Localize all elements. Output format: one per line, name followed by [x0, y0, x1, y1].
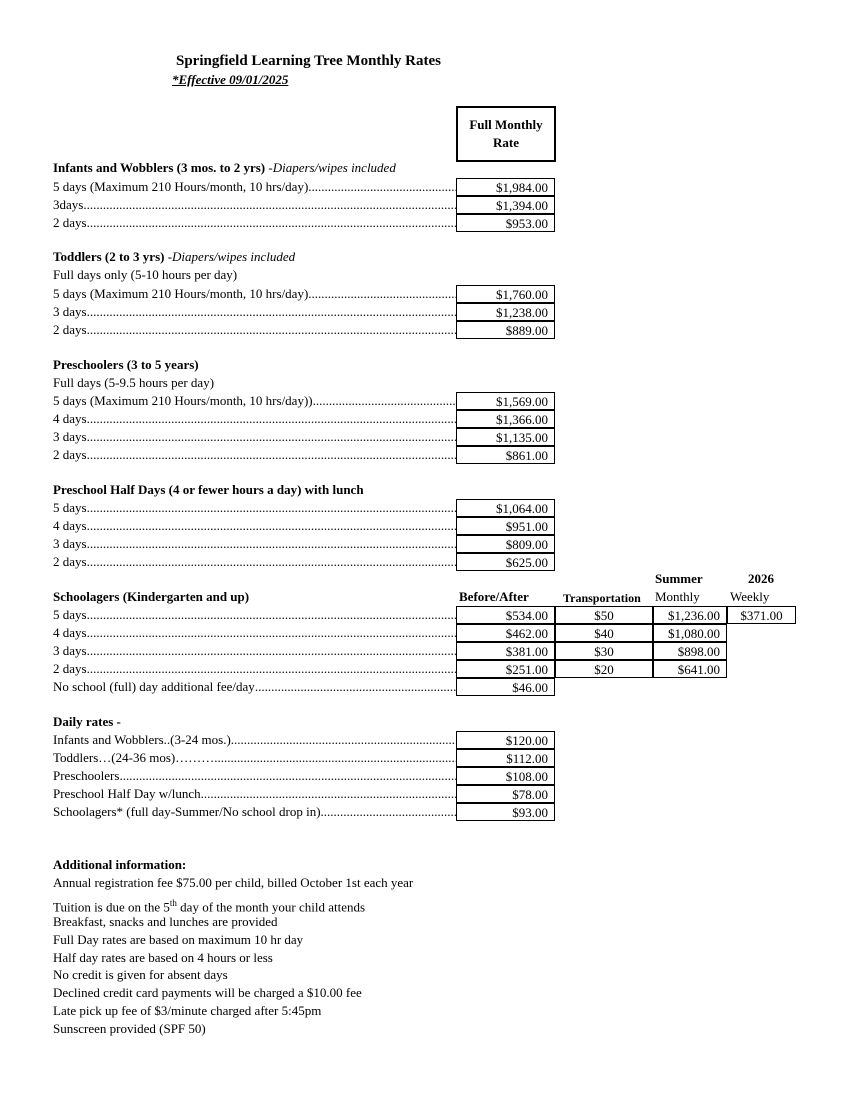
summer-monthly-cell: $898.00	[653, 642, 727, 660]
rate-row	[53, 803, 555, 821]
rate-row	[53, 499, 555, 517]
row-label: Infants and Wobblers..(3-24 mos.)	[53, 732, 231, 747]
row-label-wrap	[53, 786, 456, 802]
info-line: Breakfast, snacks and lunches are provided	[53, 914, 278, 929]
page-title: Springfield Learning Tree Monthly Rates	[176, 53, 442, 69]
rate-row	[53, 767, 555, 785]
row-label-wrap	[53, 607, 456, 623]
dot-leader	[201, 786, 456, 802]
dot-leader	[214, 750, 456, 766]
dot-leader	[83, 197, 456, 213]
transportation-cell: $20	[555, 660, 653, 678]
dot-leader	[87, 500, 456, 516]
dot-leader	[308, 179, 456, 195]
section-note: -Diapers/wipes included	[167, 249, 296, 264]
row-label-wrap	[53, 804, 456, 820]
rate-cell: $93.00	[456, 803, 555, 821]
preschoolers-subnote: Full days (5-9.5 hours per day)	[53, 375, 215, 390]
transportation-header: Transportation	[563, 591, 641, 605]
row-label-wrap	[53, 554, 456, 570]
transportation-cell: $40	[555, 624, 653, 642]
dot-leader	[313, 393, 456, 409]
row-label: 2 days	[53, 215, 87, 230]
row-label: 3days	[53, 197, 84, 212]
dot-leader	[87, 304, 456, 320]
section-title: Infants and Wobblers (3 mos. to 2 yrs)	[53, 160, 266, 175]
dot-leader	[87, 411, 456, 427]
rate-cell: $1,366.00	[456, 410, 555, 428]
rate-cell: $120.00	[456, 731, 555, 749]
rate-cell: $1,135.00	[456, 428, 555, 446]
rate-cell: $1,238.00	[456, 303, 555, 321]
rate-row	[53, 785, 555, 803]
rate-cell: $251.00	[456, 660, 555, 678]
rate-row	[53, 642, 727, 660]
row-label: Schoolagers* (full day-Summer/No school drop in)	[53, 804, 321, 819]
rate-cell: $1,760.00	[456, 285, 555, 303]
rate-row	[53, 553, 555, 571]
row-label: 2 days	[53, 447, 87, 462]
rate-row	[53, 606, 796, 624]
section-title: Preschoolers (3 to 5 years)	[53, 357, 199, 372]
row-label-wrap	[53, 500, 456, 516]
weekly-cell: $371.00	[727, 606, 796, 624]
infants-heading	[53, 159, 396, 177]
summer-header: Summer	[655, 571, 703, 586]
info-line: Declined credit card payments will be charged a $10.00 fee	[53, 985, 362, 1000]
transportation-cell: $50	[555, 606, 653, 624]
rate-row	[53, 660, 727, 678]
rate-row	[53, 196, 555, 214]
schoolagers-heading	[53, 588, 249, 606]
rate-cell: $953.00	[456, 214, 555, 232]
dot-leader	[87, 536, 456, 552]
rate-cell: $112.00	[456, 749, 555, 767]
row-label: 3 days	[53, 536, 87, 551]
rate-cell: $1,569.00	[456, 392, 555, 410]
before-after-header: Before/After	[459, 589, 529, 604]
row-label: 5 days	[53, 500, 87, 515]
dot-leader	[87, 322, 456, 338]
dot-leader	[231, 732, 456, 748]
row-label-wrap	[53, 411, 456, 427]
row-label-wrap	[53, 750, 456, 766]
row-label-wrap	[53, 322, 456, 338]
row-label-wrap	[53, 197, 456, 213]
row-label: 5 days (Maximum 210 Hours/month, 10 hrs/day))	[53, 393, 313, 408]
row-label-wrap	[53, 643, 456, 659]
rate-row	[53, 731, 555, 749]
rate-row	[53, 535, 555, 553]
dot-leader	[87, 518, 456, 534]
info-line: Tuition is due on the 5th day of the month your child attends	[53, 898, 366, 915]
section-note: -Diapers/wipes included	[265, 160, 396, 175]
header-line: Full Monthly	[469, 117, 543, 132]
summer-monthly-cell: $1,080.00	[653, 624, 727, 642]
rate-cell: $108.00	[456, 767, 555, 785]
section-title: Preschool Half Days (4 or fewer hours a day) with lunch	[53, 482, 364, 497]
info-line: Sunscreen provided (SPF 50)	[53, 1021, 206, 1036]
rate-row	[53, 624, 727, 642]
preschoolers-heading	[53, 356, 199, 374]
row-label: Toddlers…(24-36 mos)………	[53, 750, 215, 765]
dot-leader	[87, 215, 456, 231]
full-monthly-rate-header	[456, 106, 556, 162]
dot-leader	[87, 661, 456, 677]
rate-row	[53, 285, 555, 303]
row-label-wrap	[53, 304, 456, 320]
row-label-wrap	[53, 215, 456, 231]
section-title: Toddlers (2 to 3 yrs)	[53, 249, 168, 264]
info-line: Half day rates are based on 4 hours or less	[53, 950, 273, 965]
rate-row	[53, 446, 555, 464]
dot-leader	[87, 607, 456, 623]
dot-leader	[87, 554, 456, 570]
section-title: Daily rates -	[53, 714, 121, 729]
rate-cell: $1,064.00	[456, 499, 555, 517]
rate-row	[53, 517, 555, 535]
rate-row	[53, 410, 555, 428]
dot-leader	[87, 447, 456, 463]
year-header: 2026	[748, 571, 774, 586]
rate-cell: $809.00	[456, 535, 555, 553]
row-label: 4 days	[53, 625, 87, 640]
section-title: Additional information:	[53, 857, 187, 872]
rate-cell: $46.00	[456, 678, 555, 696]
rate-row	[53, 428, 555, 446]
toddlers-subnote: Full days only (5-10 hours per day)	[53, 267, 238, 282]
row-label: Preschoolers	[53, 768, 120, 783]
row-label: Preschool Half Day w/lunch	[53, 786, 201, 801]
row-label-wrap	[53, 625, 456, 641]
rate-cell: $889.00	[456, 321, 555, 339]
row-label-wrap	[53, 179, 456, 195]
rate-cell: $1,984.00	[456, 178, 555, 196]
row-label: 2 days	[53, 554, 87, 569]
row-label: 3 days	[53, 643, 87, 658]
row-label: No school (full) day additional fee/day	[53, 679, 255, 694]
row-label-wrap	[53, 536, 456, 552]
rate-cell: $381.00	[456, 642, 555, 660]
dot-leader	[87, 643, 456, 659]
rate-row	[53, 321, 555, 339]
rate-row	[53, 392, 555, 410]
rate-cell: $78.00	[456, 785, 555, 803]
summer-monthly-cell: $641.00	[653, 660, 727, 678]
halfdays-heading	[53, 481, 364, 499]
rate-cell: $861.00	[456, 446, 555, 464]
rate-cell: $1,394.00	[456, 196, 555, 214]
row-label: 5 days	[53, 607, 87, 622]
rate-row	[53, 214, 555, 232]
rate-row	[53, 678, 555, 696]
rate-row	[53, 178, 555, 196]
row-label-wrap	[53, 286, 456, 302]
row-label: 2 days	[53, 322, 87, 337]
dot-leader	[87, 625, 456, 641]
dot-leader	[119, 768, 456, 784]
info-line: Late pick up fee of $3/minute charged after 5:45pm	[53, 1003, 322, 1018]
row-label: 3 days	[53, 429, 87, 444]
toddlers-heading	[53, 248, 295, 266]
row-label-wrap	[53, 679, 456, 695]
header-line: Rate	[492, 135, 519, 150]
row-label-wrap	[53, 732, 456, 748]
info-line: No credit is given for absent days	[53, 967, 228, 982]
rate-row	[53, 749, 555, 767]
transportation-cell: $30	[555, 642, 653, 660]
dot-leader	[87, 429, 456, 445]
additional-heading	[53, 856, 186, 874]
row-label-wrap	[53, 518, 456, 534]
info-line: Full Day rates are based on maximum 10 hr day	[53, 932, 304, 947]
row-label-wrap	[53, 447, 456, 463]
info-line: Annual registration fee $75.00 per child, billed October 1st each year	[53, 875, 414, 890]
dot-leader	[308, 286, 456, 302]
row-label: 4 days	[53, 411, 87, 426]
row-label-wrap	[53, 393, 456, 409]
rate-cell: $462.00	[456, 624, 555, 642]
row-label-wrap	[53, 768, 456, 784]
row-label: 5 days (Maximum 210 Hours/month, 10 hrs/day)	[53, 286, 309, 301]
monthly-header: Monthly	[655, 589, 700, 604]
dot-leader	[321, 804, 456, 820]
row-label: 2 days	[53, 661, 87, 676]
row-label-wrap	[53, 429, 456, 445]
rate-cell: $625.00	[456, 553, 555, 571]
rate-cell: $534.00	[456, 606, 555, 624]
row-label: 5 days (Maximum 210 Hours/month, 10 hrs/day)	[53, 179, 309, 194]
daily-heading	[53, 713, 121, 731]
row-label: 3 days	[53, 304, 87, 319]
summer-monthly-cell: $1,236.00	[653, 606, 727, 624]
effective-date: *Effective 09/01/2025	[172, 72, 289, 87]
section-title: Schoolagers (Kindergarten and up)	[53, 589, 250, 604]
rate-row	[53, 303, 555, 321]
dot-leader	[255, 679, 456, 695]
rate-cell: $951.00	[456, 517, 555, 535]
row-label-wrap	[53, 661, 456, 677]
weekly-header: Weekly	[730, 589, 770, 604]
row-label: 4 days	[53, 518, 87, 533]
